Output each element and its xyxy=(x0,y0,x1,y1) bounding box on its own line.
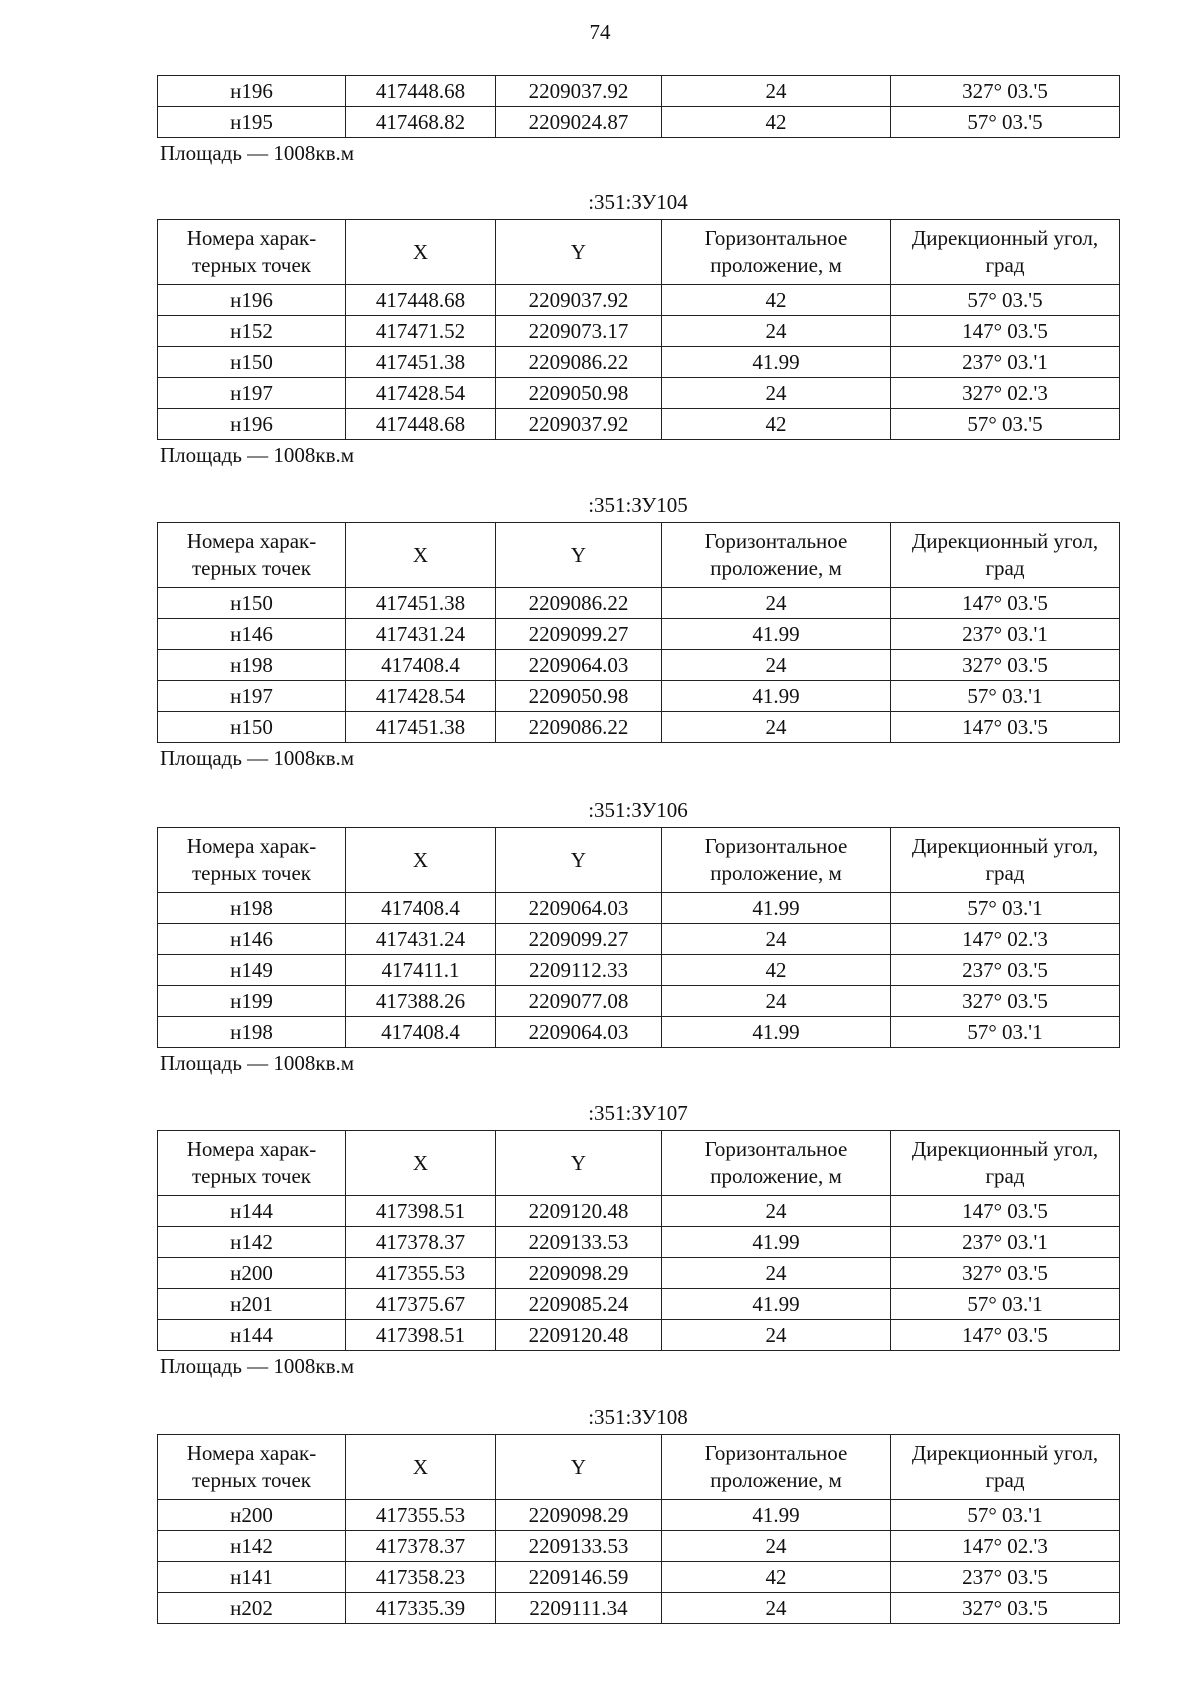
header-y: Y xyxy=(496,828,662,893)
horizontal-distance: 41.99 xyxy=(662,619,891,650)
table-row xyxy=(158,955,1120,986)
x-coordinate: 417468.82 xyxy=(346,107,496,138)
horizontal-distance: 41.99 xyxy=(662,1500,891,1531)
parcel-block xyxy=(157,1101,1119,1379)
horizontal-distance: 42 xyxy=(662,107,891,138)
x-coordinate: 417448.68 xyxy=(346,285,496,316)
point-id: н149 xyxy=(158,955,346,986)
horizontal-distance: 24 xyxy=(662,1258,891,1289)
direction-angle: 57° 03.'1 xyxy=(891,1500,1120,1531)
table-row xyxy=(158,712,1120,743)
direction-angle: 327° 02.'3 xyxy=(891,378,1120,409)
x-coordinate: 417335.39 xyxy=(346,1593,496,1624)
table-header-row xyxy=(158,220,1120,285)
table-row xyxy=(158,619,1120,650)
table-row xyxy=(158,1196,1120,1227)
x-coordinate: 417375.67 xyxy=(346,1289,496,1320)
header-direction-angle: Дирекционный угол, град xyxy=(891,523,1120,588)
y-coordinate: 2209037.92 xyxy=(496,285,662,316)
direction-angle: 327° 03.'5 xyxy=(891,1258,1120,1289)
horizontal-distance: 24 xyxy=(662,712,891,743)
y-coordinate: 2209064.03 xyxy=(496,650,662,681)
coordinate-table xyxy=(157,522,1120,743)
horizontal-distance: 42 xyxy=(662,955,891,986)
y-coordinate: 2209073.17 xyxy=(496,316,662,347)
header-x: X xyxy=(346,1435,496,1500)
point-id: н198 xyxy=(158,1017,346,1048)
area-text: Площадь — 1008кв.м xyxy=(160,746,355,770)
y-coordinate: 2209133.53 xyxy=(496,1531,662,1562)
y-coordinate: 2209111.34 xyxy=(496,1593,662,1624)
point-id: н150 xyxy=(158,588,346,619)
header-y: Y xyxy=(496,1131,662,1196)
y-coordinate: 2209099.27 xyxy=(496,924,662,955)
horizontal-distance: 41.99 xyxy=(662,1289,891,1320)
x-coordinate: 417431.24 xyxy=(346,924,496,955)
table-row xyxy=(158,588,1120,619)
header-point-number: Номера харак-терных точек xyxy=(158,1131,346,1196)
horizontal-distance: 41.99 xyxy=(662,1227,891,1258)
point-id: н197 xyxy=(158,378,346,409)
direction-angle: 57° 03.'5 xyxy=(891,285,1120,316)
table-row xyxy=(158,650,1120,681)
direction-angle: 147° 03.'5 xyxy=(891,316,1120,347)
header-y: Y xyxy=(496,1435,662,1500)
x-coordinate: 417448.68 xyxy=(346,76,496,107)
x-coordinate: 417451.38 xyxy=(346,588,496,619)
table-row xyxy=(158,681,1120,712)
point-id: н144 xyxy=(158,1196,346,1227)
point-id: н142 xyxy=(158,1531,346,1562)
header-point-number: Номера харак-терных точек xyxy=(158,523,346,588)
direction-angle: 327° 03.'5 xyxy=(891,986,1120,1017)
direction-angle: 327° 03.'5 xyxy=(891,76,1120,107)
header-horizontal-distance: Горизонтальное проложение, м xyxy=(662,220,891,285)
table-row xyxy=(158,107,1120,138)
horizontal-distance: 41.99 xyxy=(662,1017,891,1048)
coordinate-table xyxy=(157,1130,1120,1351)
coordinate-table xyxy=(157,827,1120,1048)
page-number: 74 xyxy=(589,20,611,44)
point-id: н150 xyxy=(158,347,346,378)
direction-angle: 147° 03.'5 xyxy=(891,712,1120,743)
header-direction-angle: Дирекционный угол, град xyxy=(891,220,1120,285)
x-coordinate: 417355.53 xyxy=(346,1258,496,1289)
direction-angle: 147° 03.'5 xyxy=(891,1196,1120,1227)
point-id: н196 xyxy=(158,285,346,316)
parcel-title: :351:ЗУ108 xyxy=(588,1405,688,1429)
direction-angle: 327° 03.'5 xyxy=(891,650,1120,681)
direction-angle: 237° 03.'1 xyxy=(891,619,1120,650)
parcel-title: :351:ЗУ106 xyxy=(588,798,688,822)
table-row xyxy=(158,378,1120,409)
table-row xyxy=(158,1258,1120,1289)
direction-angle: 57° 03.'1 xyxy=(891,681,1120,712)
horizontal-distance: 24 xyxy=(662,1531,891,1562)
header-x: X xyxy=(346,1131,496,1196)
x-coordinate: 417431.24 xyxy=(346,619,496,650)
point-id: н150 xyxy=(158,712,346,743)
y-coordinate: 2209086.22 xyxy=(496,712,662,743)
horizontal-distance: 24 xyxy=(662,588,891,619)
x-coordinate: 417411.1 xyxy=(346,955,496,986)
x-coordinate: 417398.51 xyxy=(346,1320,496,1351)
y-coordinate: 2209064.03 xyxy=(496,893,662,924)
point-id: н198 xyxy=(158,650,346,681)
header-x: X xyxy=(346,523,496,588)
table-row xyxy=(158,1593,1120,1624)
x-coordinate: 417408.4 xyxy=(346,893,496,924)
header-point-number: Номера харак-терных точек xyxy=(158,220,346,285)
coordinate-table xyxy=(157,75,1120,138)
horizontal-distance: 42 xyxy=(662,285,891,316)
header-y: Y xyxy=(496,523,662,588)
table-row xyxy=(158,76,1120,107)
table-row xyxy=(158,1531,1120,1562)
y-coordinate: 2209050.98 xyxy=(496,681,662,712)
header-x: X xyxy=(346,828,496,893)
y-coordinate: 2209146.59 xyxy=(496,1562,662,1593)
table-row xyxy=(158,409,1120,440)
y-coordinate: 2209037.92 xyxy=(496,409,662,440)
horizontal-distance: 24 xyxy=(662,76,891,107)
point-id: н142 xyxy=(158,1227,346,1258)
point-id: н196 xyxy=(158,76,346,107)
x-coordinate: 417428.54 xyxy=(346,378,496,409)
direction-angle: 57° 03.'1 xyxy=(891,1289,1120,1320)
table-header-row xyxy=(158,828,1120,893)
parcel-block xyxy=(157,190,1119,468)
coordinate-table xyxy=(157,219,1120,440)
x-coordinate: 417388.26 xyxy=(346,986,496,1017)
horizontal-distance: 42 xyxy=(662,1562,891,1593)
direction-angle: 57° 03.'5 xyxy=(891,409,1120,440)
direction-angle: 237° 03.'5 xyxy=(891,1562,1120,1593)
direction-angle: 237° 03.'1 xyxy=(891,1227,1120,1258)
parcel-title: :351:ЗУ107 xyxy=(588,1101,688,1125)
area-text: Площадь — 1008кв.м xyxy=(160,1354,355,1378)
x-coordinate: 417358.23 xyxy=(346,1562,496,1593)
continuation-block xyxy=(157,75,1119,166)
point-id: н144 xyxy=(158,1320,346,1351)
point-id: н202 xyxy=(158,1593,346,1624)
x-coordinate: 417398.51 xyxy=(346,1196,496,1227)
x-coordinate: 417448.68 xyxy=(346,409,496,440)
direction-angle: 327° 03.'5 xyxy=(891,1593,1120,1624)
horizontal-distance: 24 xyxy=(662,924,891,955)
direction-angle: 57° 03.'5 xyxy=(891,107,1120,138)
point-id: н146 xyxy=(158,924,346,955)
point-id: н200 xyxy=(158,1500,346,1531)
direction-angle: 147° 02.'3 xyxy=(891,924,1120,955)
header-horizontal-distance: Горизонтальное проложение, м xyxy=(662,523,891,588)
point-id: н201 xyxy=(158,1289,346,1320)
y-coordinate: 2209086.22 xyxy=(496,588,662,619)
horizontal-distance: 24 xyxy=(662,316,891,347)
direction-angle: 147° 02.'3 xyxy=(891,1531,1120,1562)
point-id: н146 xyxy=(158,619,346,650)
header-point-number: Номера харак-терных точек xyxy=(158,1435,346,1500)
direction-angle: 57° 03.'1 xyxy=(891,893,1120,924)
table-row xyxy=(158,1500,1120,1531)
y-coordinate: 2209133.53 xyxy=(496,1227,662,1258)
y-coordinate: 2209077.08 xyxy=(496,986,662,1017)
x-coordinate: 417378.37 xyxy=(346,1531,496,1562)
y-coordinate: 2209120.48 xyxy=(496,1320,662,1351)
table-row xyxy=(158,1227,1120,1258)
y-coordinate: 2209086.22 xyxy=(496,347,662,378)
point-id: н196 xyxy=(158,409,346,440)
direction-angle: 237° 03.'1 xyxy=(891,347,1120,378)
parcel-title: :351:ЗУ105 xyxy=(588,493,688,517)
y-coordinate: 2209085.24 xyxy=(496,1289,662,1320)
point-id: н198 xyxy=(158,893,346,924)
horizontal-distance: 24 xyxy=(662,986,891,1017)
y-coordinate: 2209112.33 xyxy=(496,955,662,986)
table-header-row xyxy=(158,1435,1120,1500)
point-id: н141 xyxy=(158,1562,346,1593)
direction-angle: 57° 03.'1 xyxy=(891,1017,1120,1048)
horizontal-distance: 41.99 xyxy=(662,681,891,712)
horizontal-distance: 24 xyxy=(662,1320,891,1351)
coordinate-table xyxy=(157,1434,1120,1624)
horizontal-distance: 24 xyxy=(662,650,891,681)
x-coordinate: 417355.53 xyxy=(346,1500,496,1531)
parcel-title: :351:ЗУ104 xyxy=(588,190,688,214)
parcel-block xyxy=(157,1405,1119,1624)
header-horizontal-distance: Горизонтальное проложение, м xyxy=(662,1435,891,1500)
header-point-number: Номера харак-терных точек xyxy=(158,828,346,893)
direction-angle: 147° 03.'5 xyxy=(891,1320,1120,1351)
y-coordinate: 2209050.98 xyxy=(496,378,662,409)
parcel-block xyxy=(157,493,1119,771)
direction-angle: 237° 03.'5 xyxy=(891,955,1120,986)
horizontal-distance: 24 xyxy=(662,378,891,409)
y-coordinate: 2209098.29 xyxy=(496,1258,662,1289)
x-coordinate: 417451.38 xyxy=(346,347,496,378)
header-horizontal-distance: Горизонтальное проложение, м xyxy=(662,1131,891,1196)
header-horizontal-distance: Горизонтальное проложение, м xyxy=(662,828,891,893)
horizontal-distance: 24 xyxy=(662,1196,891,1227)
horizontal-distance: 42 xyxy=(662,409,891,440)
y-coordinate: 2209120.48 xyxy=(496,1196,662,1227)
area-text: Площадь — 1008кв.м xyxy=(160,1051,355,1075)
x-coordinate: 417471.52 xyxy=(346,316,496,347)
table-row xyxy=(158,1289,1120,1320)
y-coordinate: 2209098.29 xyxy=(496,1500,662,1531)
table-row xyxy=(158,1562,1120,1593)
point-id: н195 xyxy=(158,107,346,138)
table-row xyxy=(158,924,1120,955)
x-coordinate: 417428.54 xyxy=(346,681,496,712)
x-coordinate: 417408.4 xyxy=(346,1017,496,1048)
table-row xyxy=(158,986,1120,1017)
direction-angle: 147° 03.'5 xyxy=(891,588,1120,619)
header-direction-angle: Дирекционный угол, град xyxy=(891,828,1120,893)
y-coordinate: 2209024.87 xyxy=(496,107,662,138)
y-coordinate: 2209037.92 xyxy=(496,76,662,107)
header-x: X xyxy=(346,220,496,285)
x-coordinate: 417451.38 xyxy=(346,712,496,743)
horizontal-distance: 24 xyxy=(662,1593,891,1624)
point-id: н200 xyxy=(158,1258,346,1289)
area-text: Площадь — 1008кв.м xyxy=(160,443,355,467)
header-direction-angle: Дирекционный угол, град xyxy=(891,1131,1120,1196)
parcel-block xyxy=(157,798,1119,1076)
x-coordinate: 417408.4 xyxy=(346,650,496,681)
table-row xyxy=(158,1320,1120,1351)
y-coordinate: 2209099.27 xyxy=(496,619,662,650)
table-row xyxy=(158,316,1120,347)
point-id: н199 xyxy=(158,986,346,1017)
area-text: Площадь — 1008кв.м xyxy=(160,141,355,165)
horizontal-distance: 41.99 xyxy=(662,893,891,924)
table-header-row xyxy=(158,1131,1120,1196)
table-header-row xyxy=(158,523,1120,588)
point-id: н152 xyxy=(158,316,346,347)
x-coordinate: 417378.37 xyxy=(346,1227,496,1258)
header-y: Y xyxy=(496,220,662,285)
header-direction-angle: Дирекционный угол, град xyxy=(891,1435,1120,1500)
point-id: н197 xyxy=(158,681,346,712)
table-row xyxy=(158,893,1120,924)
table-row xyxy=(158,347,1120,378)
y-coordinate: 2209064.03 xyxy=(496,1017,662,1048)
table-row xyxy=(158,1017,1120,1048)
horizontal-distance: 41.99 xyxy=(662,347,891,378)
table-row xyxy=(158,285,1120,316)
